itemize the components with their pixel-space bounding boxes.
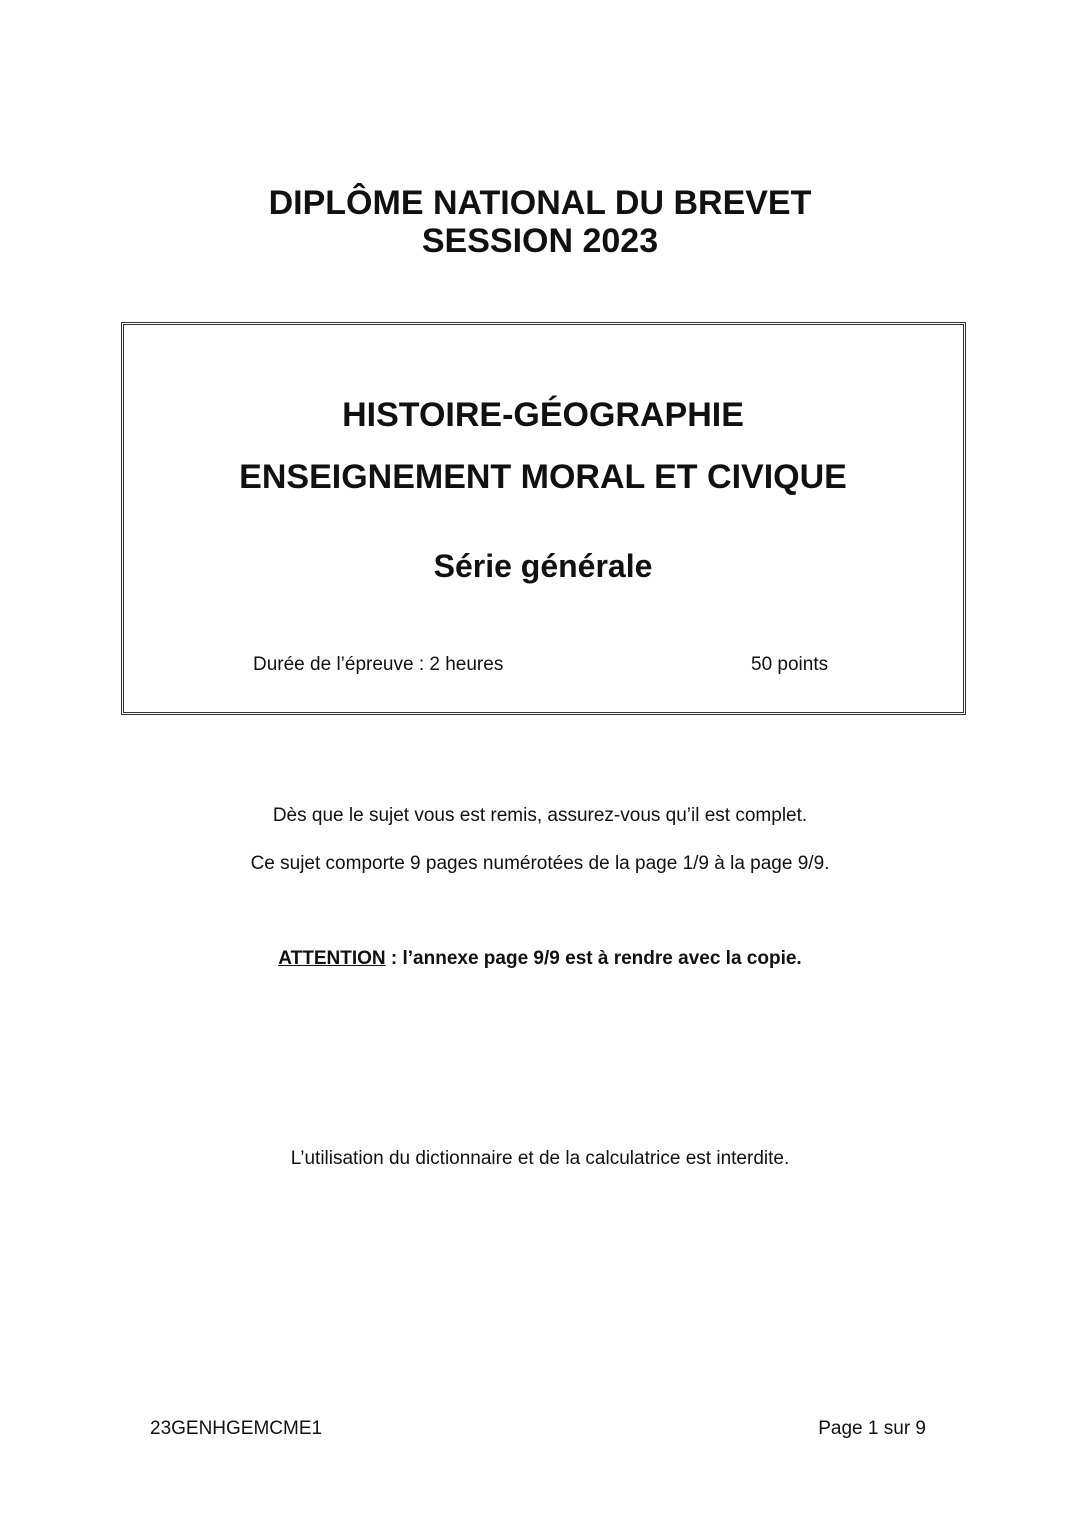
instruction-pages: Ce sujet comporte 9 pages numérotées de la page 1/9 à la page 9/9. — [250, 853, 830, 874]
session-title: SESSION 2023 — [421, 222, 659, 260]
exam-title: DIPLÔME NATIONAL DU BREVET — [268, 184, 812, 222]
points-label: 50 points — [751, 654, 829, 675]
subject-title: HISTOIRE-GÉOGRAPHIE — [342, 396, 744, 434]
exam-code: 23GENHGEMCME1 — [150, 1418, 323, 1439]
subject-box — [121, 322, 966, 715]
duration-label: Durée de l’épreuve : 2 heures — [253, 654, 504, 675]
attention-label: ATTENTION — [278, 948, 386, 969]
page-number: Page 1 sur 9 — [818, 1418, 926, 1439]
subject-subtitle: ENSEIGNEMENT MORAL ET CIVIQUE — [239, 458, 847, 496]
series-label: Série générale — [433, 548, 653, 584]
instruction-calculator: L’utilisation du dictionnaire et de la calculatrice est interdite. — [290, 1148, 790, 1169]
instruction-complete: Dès que le sujet vous est remis, assurez-vous qu’il est complet. — [272, 805, 808, 826]
attention-text: : l’annexe page 9/9 est à rendre avec la copie. — [385, 948, 802, 969]
attention-notice — [0, 948, 1080, 970]
